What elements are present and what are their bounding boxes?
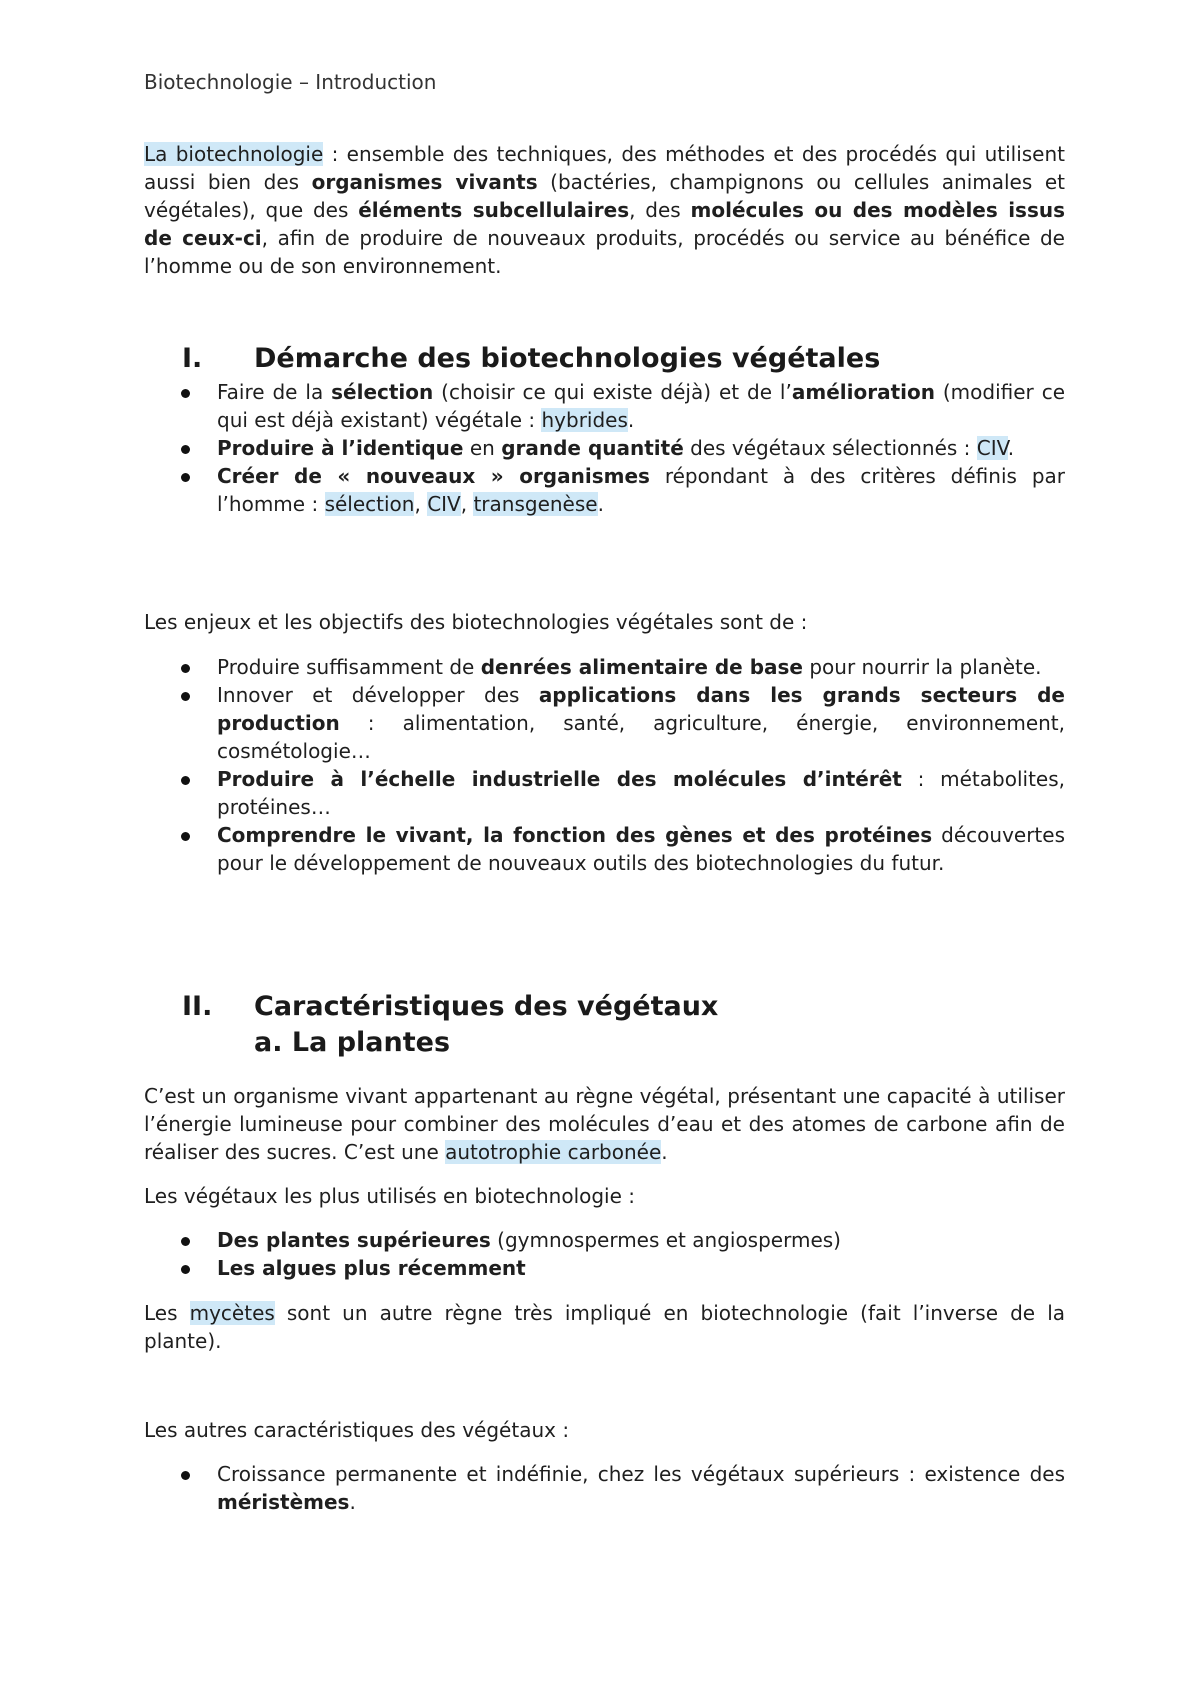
list-item: Croissance permanente et indéfinie, chez les végétaux supérieurs : existence des méristèmes.	[144, 1460, 1065, 1516]
autres-intro: Les autres caractéristiques des végétaux :	[144, 1418, 570, 1442]
section-2-title: Caractéristiques des végétaux	[254, 991, 719, 1022]
bullet-icon	[181, 445, 190, 454]
bullet-icon	[181, 473, 190, 482]
bullet-icon	[181, 1237, 190, 1246]
section-2a-title: a. La plantes	[254, 1027, 451, 1058]
list-item: Innover et développer des applications dans les grands secteurs de production : alimentation, santé, agriculture, énergie, environnement, cosmétologie…	[144, 681, 1065, 765]
list-item: Les algues plus récemment	[144, 1254, 1065, 1282]
page-header: Biotechnologie – Introduction	[144, 70, 437, 94]
highlight-term: CIV	[427, 492, 461, 516]
highlight-term: La biotechnologie	[144, 142, 324, 166]
enjeux-intro: Les enjeux et les objectifs des biotechnologies végétales sont de :	[144, 610, 808, 634]
bullet-icon	[181, 1471, 190, 1480]
bullet-icon	[181, 1265, 190, 1274]
mycetes-paragraph: Les mycètes sont un autre règne très impliqué en biotechnologie (fait l’inverse de la plante).	[144, 1301, 1066, 1353]
highlight-term: transgenèse	[473, 492, 598, 516]
section-1-list	[144, 378, 1065, 518]
bullet-icon	[181, 389, 190, 398]
bullet-icon	[181, 776, 190, 785]
section-2-heading	[182, 989, 1042, 1025]
vegetaux-list	[144, 1226, 1065, 1282]
list-item: Produire à l’identique en grande quantité des végétaux sélectionnés : CIV.	[144, 434, 1065, 462]
list-item: Produire suffisamment de denrées alimentaire de base pour nourrir la planète.	[144, 653, 1065, 681]
list-item: Des plantes supérieures (gymnospermes et angiospermes)	[144, 1226, 1065, 1254]
highlight-term: CIV	[976, 436, 1008, 460]
highlight-term: mycètes	[189, 1301, 275, 1325]
plant-definition: C’est un organisme vivant appartenant au règne végétal, présentant une capacité à utiliser l’énergie lumineuse pour combiner des molécules d’eau et des atomes de carbone afin de réaliser des sucres. C’est une autotrophie carbonée.	[144, 1084, 1065, 1164]
section-2-number: II.	[182, 991, 213, 1022]
definition-paragraph: La biotechnologie : ensemble des techniques, des méthodes et des procédés qui utilisent aussi bien des organismes vivants (bactéries, champignons ou cellules animales et végétales), que des éléments subcellulaires, des molécules ou des modèles issus de ceux-ci, afin de produire de nouveaux produits, procédés ou service au bénéfice de l’homme ou de son environnement.	[144, 142, 1066, 278]
list-item: Créer de « nouveaux » organismes répondant à des critères définis par l’homme : sélection, CIV, transgenèse.	[144, 462, 1065, 518]
enjeux-list	[144, 653, 1065, 877]
autres-list	[144, 1460, 1065, 1516]
section-2a-heading	[254, 1025, 754, 1061]
list-item: Produire à l’échelle industrielle des molécules d’intérêt : métabolites, protéines…	[144, 765, 1065, 821]
bullet-icon	[181, 832, 190, 841]
bullet-icon	[181, 664, 190, 673]
list-item: Comprendre le vivant, la fonction des gènes et des protéines découvertes pour le développement de nouveaux outils des biotechnologies du futur.	[144, 821, 1065, 877]
bullet-icon	[181, 692, 190, 701]
vegetaux-intro: Les végétaux les plus utilisés en biotechnologie :	[144, 1184, 636, 1208]
section-1-number: I.	[182, 343, 203, 374]
section-1-heading	[182, 341, 1042, 377]
highlight-term: autotrophie carbonée	[445, 1140, 662, 1164]
section-1-title: Démarche des biotechnologies végétales	[254, 343, 881, 374]
list-item: Faire de la sélection (choisir ce qui existe déjà) et de l’amélioration (modifier ce qui est déjà existant) végétale : hybrides.	[144, 378, 1065, 434]
highlight-term: sélection	[324, 492, 415, 516]
highlight-term: hybrides	[541, 408, 628, 432]
